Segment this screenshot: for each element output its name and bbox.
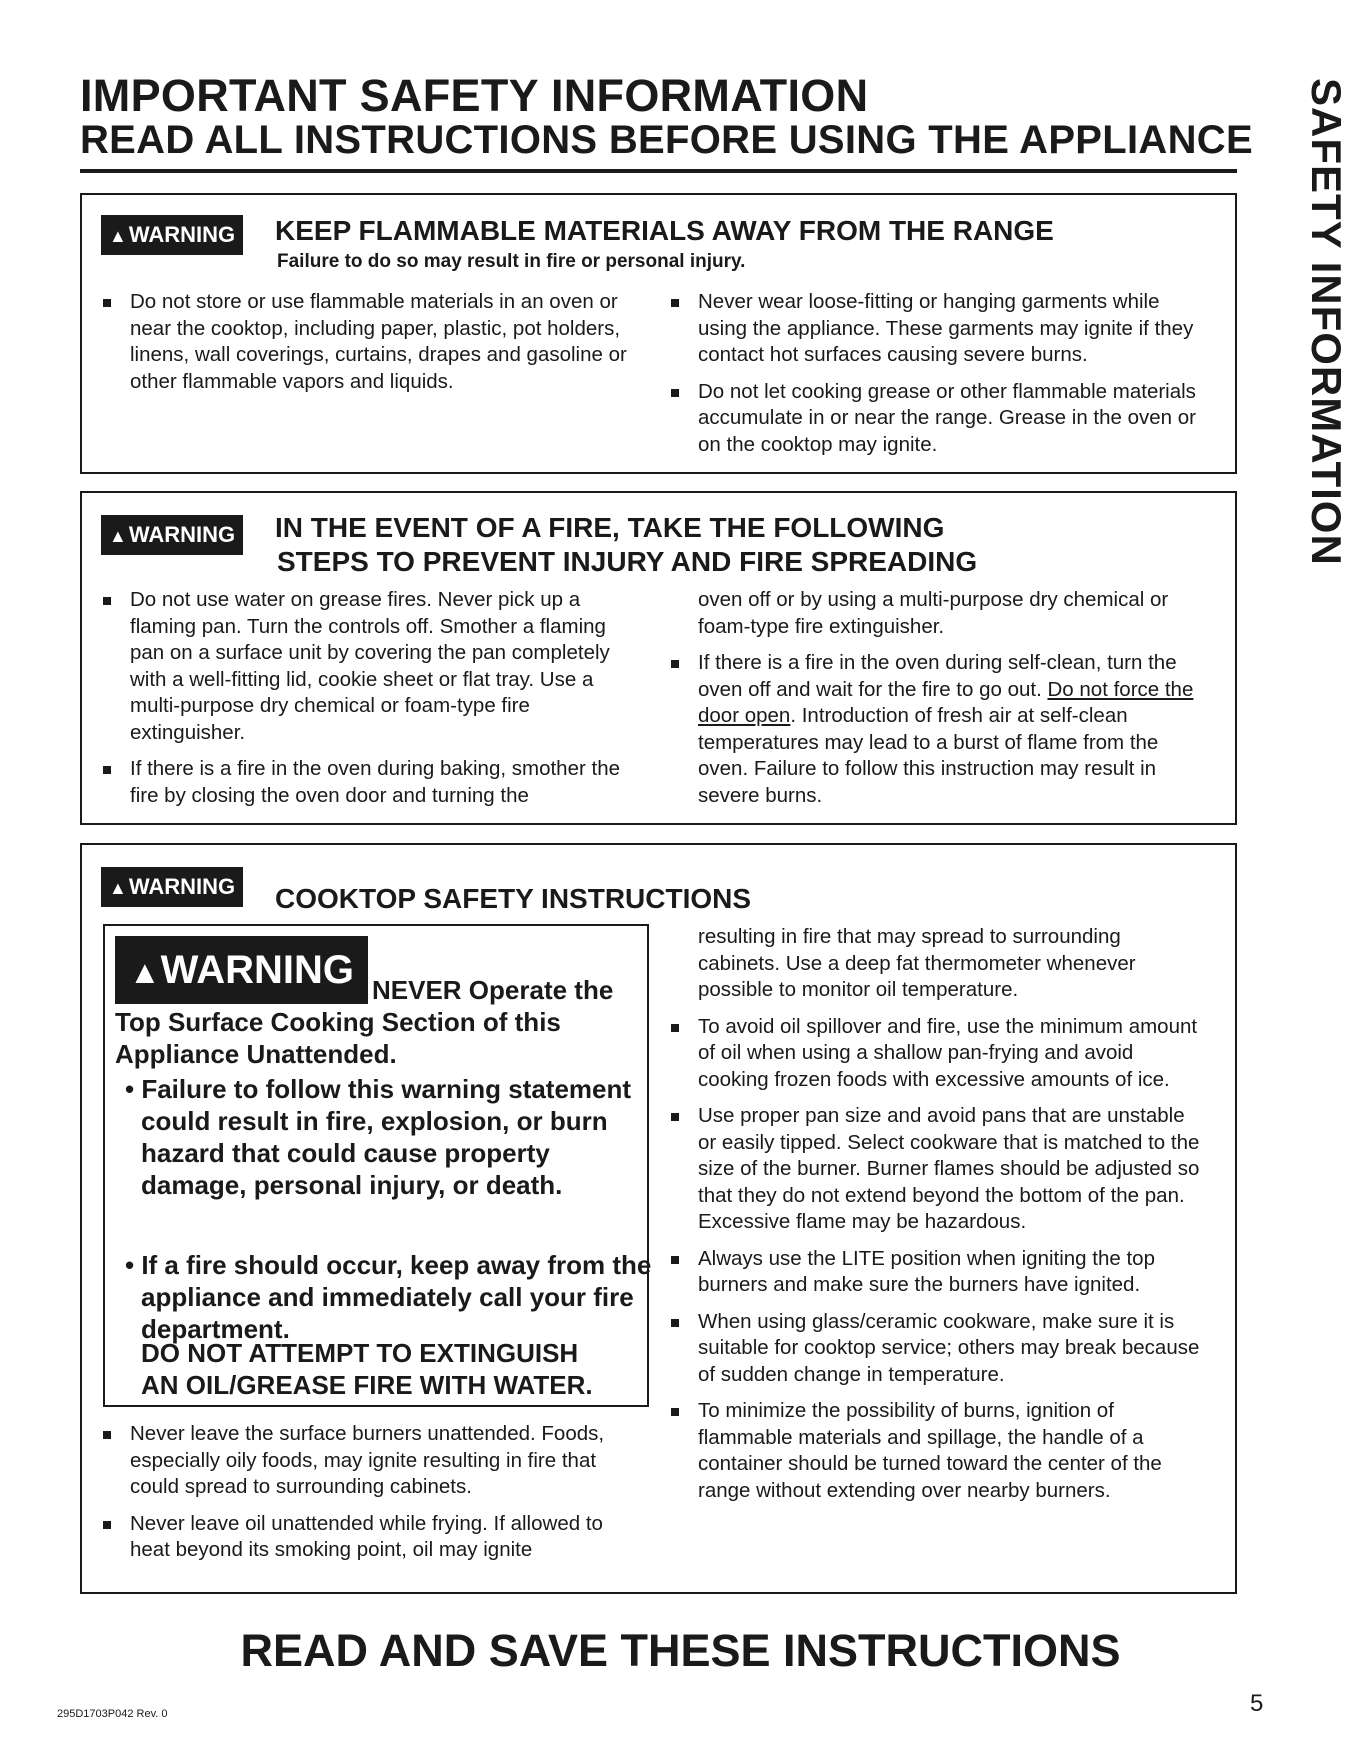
warning-triangle-icon: ▲	[109, 878, 127, 898]
bullet-list-right	[668, 587, 1208, 819]
inner-warning-bullet: • Failure to follow this warning statement could result in fire, explosion, or burn hazard that could cause property damage, personal injury, or death.	[125, 1074, 632, 1200]
warning-box-fire	[80, 491, 1237, 825]
inner-warning-line3: Appliance Unattended.	[115, 1039, 397, 1069]
warning-triangle-icon: ▲	[109, 226, 127, 246]
list-item: Never leave oil unattended while frying. If allowed to heat beyond its smoking point, oil may ignite	[100, 1511, 640, 1564]
list-item: Use proper pan size and avoid pans that are unstable or easily tipped. Select cookware that is matched to the size of the burner. Burner flames should be adjusted so that they do not extend beyond the bottom of the pan. Excessive flame may be hazardous.	[668, 1103, 1208, 1236]
list-item: Do not store or use flammable materials in an oven or near the cooktop, including paper, plastic, pot holders, linens, wall coverings, curtains, drapes and gasoline or other flammable vapors and liquids.	[100, 289, 630, 395]
list-item-continuation: oven off or by using a multi-purpose dry chemical or foam-type fire extinguisher.	[698, 588, 1169, 638]
bullet-list-right	[668, 289, 1198, 468]
inner-warning-box	[103, 924, 652, 1407]
document-number: 295D1703P042 Rev. 0	[57, 1708, 168, 1720]
list-item: Always use the LITE position when igniting the top burners and make sure the burners have ignited.	[668, 1246, 1208, 1299]
list-item: When using glass/ceramic cookware, make sure it is suitable for cooktop service; others may break because of sudden change in temperature.	[668, 1309, 1208, 1389]
page-number: 5	[1250, 1690, 1264, 1717]
bullet-list-left	[100, 289, 630, 405]
inner-warning-bullet: • If a fire should occur, keep away from the appliance and immediately call your fire department.	[125, 1250, 652, 1344]
list-item: Never wear loose-fitting or hanging garments while using the appliance. These garments may ignite if they contact hot surfaces causing severe burns.	[668, 289, 1198, 369]
inner-warning-lead: NEVER Operate the	[372, 975, 614, 1005]
section-title-line2: STEPS TO PREVENT INJURY AND FIRE SPREADING	[277, 546, 978, 577]
warning-triangle-icon: ▲	[129, 954, 161, 990]
section-title-line1: IN THE EVENT OF A FIRE, TAKE THE FOLLOWING	[275, 512, 945, 543]
list-item: If there is a fire in the oven during self-clean, turn the oven off and wait for the fire to go out. Do not force the door open. Introduction of fresh air at self-clean temperatures may lead to a burst of flame from the oven. Failure to follow this instruction may result in severe burns.	[668, 650, 1208, 809]
footer-title: READ AND SAVE THESE INSTRUCTIONS	[240, 1625, 1121, 1676]
bullet-list-right	[668, 924, 1208, 1514]
page-subtitle: READ ALL INSTRUCTIONS BEFORE USING THE APPLIANCE	[80, 118, 1253, 162]
warning-triangle-icon: ▲	[109, 526, 127, 546]
side-tab: SAFETY INFORMATION	[1303, 78, 1350, 566]
list-item: To minimize the possibility of burns, ignition of flammable materials and spillage, the handle of a container should be turned toward the center of the range without extending over nearby burners.	[668, 1398, 1208, 1504]
warning-badge: ▲WARNING	[101, 515, 243, 555]
inner-warning-caps: DO NOT ATTEMPT TO EXTINGUISH AN OIL/GREASE FIRE WITH WATER.	[141, 1338, 593, 1400]
list-item-continuation: resulting in fire that may spread to surrounding cabinets. Use a deep fat thermometer whenever possible to monitor oil temperature.	[698, 925, 1136, 1001]
underlined-text: Do not force the door open	[698, 677, 1194, 727]
list-item: Do not use water on grease fires. Never pick up a flaming pan. Turn the controls off. Smother a flaming pan on a surface unit by covering the pan completely with a well-fitting lid, cookie sheet or flat tray. Use a multi-purpose dry chemical or foam-type fire extinguisher.	[100, 587, 630, 746]
big-warning-badge: ▲WARNING	[115, 936, 368, 1004]
inner-warning-line2: Top Surface Cooking Section of this	[115, 1007, 561, 1037]
warning-box-flammable	[80, 193, 1237, 474]
section-title: KEEP FLAMMABLE MATERIALS AWAY FROM THE RANGE	[275, 215, 1054, 246]
section-subtitle: Failure to do so may result in fire or personal injury.	[277, 251, 746, 272]
warning-badge: ▲WARNING	[101, 215, 243, 255]
list-item: Never leave the surface burners unattended. Foods, especially oily foods, may ignite resulting in fire that could spread to surrounding cabinets.	[100, 1421, 640, 1501]
bullet-list-left	[100, 1421, 640, 1574]
list-item: Do not let cooking grease or other flammable materials accumulate in or near the range. Grease in the oven or on the cooktop may ignite.	[668, 379, 1198, 459]
header-rule	[80, 169, 1237, 173]
list-item: To avoid oil spillover and fire, use the minimum amount of oil when using a shallow pan-frying and avoid cooking frozen foods with excessive amounts of ice.	[668, 1014, 1208, 1094]
section-title: COOKTOP SAFETY INSTRUCTIONS	[275, 883, 752, 914]
page-title: IMPORTANT SAFETY INFORMATION	[80, 70, 869, 121]
list-item: If there is a fire in the oven during baking, smother the fire by closing the oven door and turning the	[100, 756, 630, 809]
warning-box-cooktop	[80, 843, 1237, 1594]
warning-badge: ▲WARNING	[101, 867, 243, 907]
bullet-list-left	[100, 587, 630, 819]
